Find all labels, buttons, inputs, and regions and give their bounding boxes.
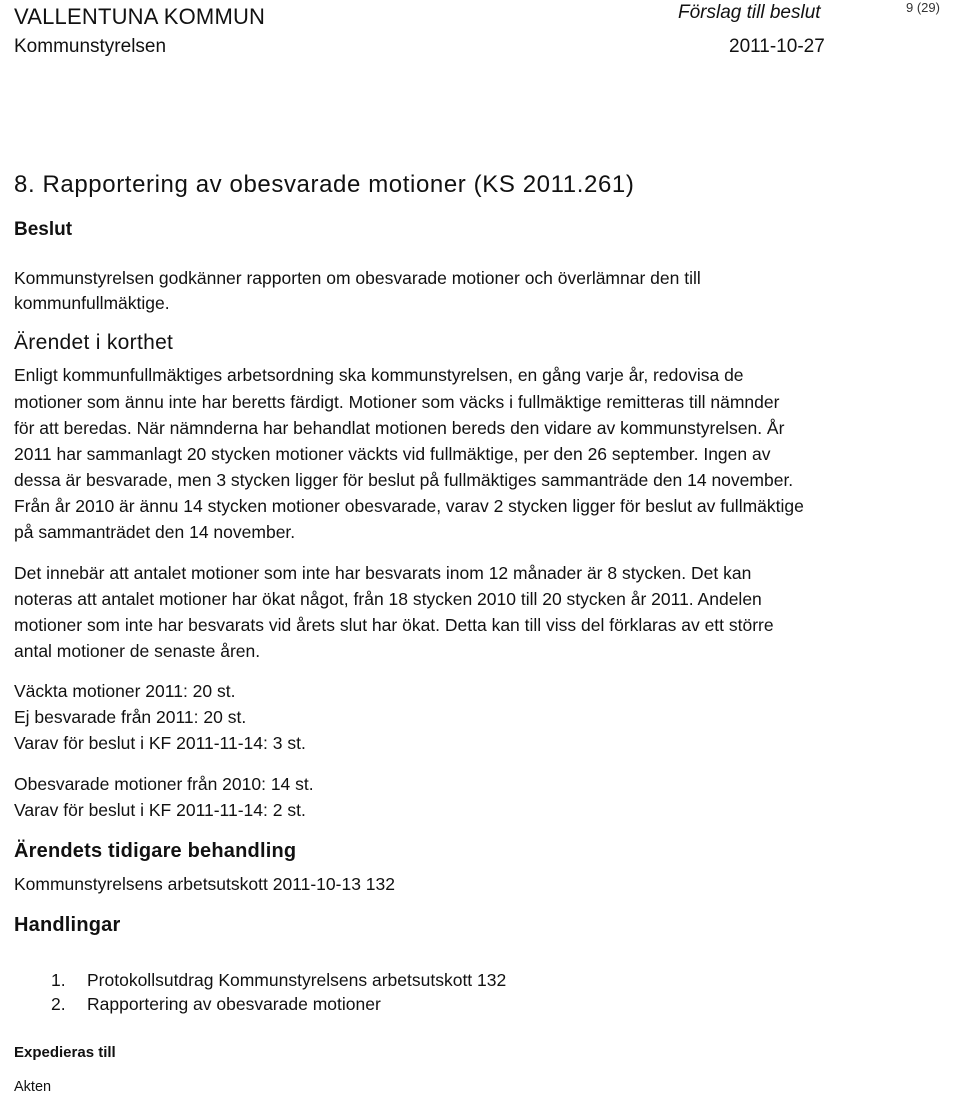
document-date: 2011-10-27 (729, 36, 825, 57)
summary-heading: Ärendet i korthet (14, 331, 174, 354)
stats-line: Varav för beslut i KF 2011-11-14: 2 st. (14, 800, 306, 820)
dispatch-recipient: Akten (14, 1079, 52, 1095)
stats-line: Obesvarade motioner från 2010: 14 st. (14, 774, 314, 794)
department-name: Kommunstyrelsen (14, 36, 167, 57)
document-status: Förslag till beslut (678, 2, 821, 23)
decision-line: Kommunstyrelsen godkänner rapporten om obesvarade motioner och överlämnar den till (14, 268, 701, 288)
summary-line: antal motioner de senaste åren. (14, 641, 261, 661)
item-title: 8. Rapportering av obesvarade motioner (KS 2011.261) (14, 171, 635, 198)
summary-line: för att beredas. När nämnderna har behandlat motionen bereds den vidare av kommunstyrelsen. År (14, 418, 785, 438)
history-text: Kommunstyrelsens arbetsutskott 2011-10-13 132 (14, 874, 395, 894)
summary-line: Enligt kommunfullmäktiges arbetsordning ska kommunstyrelsen, en gång varje år, redovisa de (14, 365, 744, 385)
summary-line: motioner som ännu inte har beretts färdigt. Motioner som väcks i fullmäktige remitteras till nämnder (14, 392, 780, 412)
summary-line: Det innebär att antalet motioner som inte har besvarats inom 12 månader är 8 stycken. Det kan (14, 563, 752, 583)
decision-heading: Beslut (14, 219, 73, 240)
organization-name: VALLENTUNA KOMMUN (14, 4, 266, 29)
documents-heading: Handlingar (14, 914, 121, 936)
page-number: 9 (29) (906, 0, 940, 15)
document-item-number: 2. (51, 994, 66, 1014)
document-item-number: 1. (51, 970, 66, 990)
document-item: Protokollsutdrag Kommunstyrelsens arbetsutskott 132 (87, 970, 507, 990)
stats-line: Ej besvarade från 2011: 20 st. (14, 707, 247, 727)
summary-line: motioner som inte har besvarats vid årets slut har ökat. Detta kan till viss del förklaras av ett större (14, 615, 774, 635)
dispatch-heading: Expedieras till (14, 1044, 116, 1061)
history-heading: Ärendets tidigare behandling (14, 840, 297, 862)
summary-line: 2011 har sammanlagt 20 stycken motioner väckts vid fullmäktige, per den 26 september. Ingen av (14, 444, 771, 464)
decision-line: kommunfullmäktige. (14, 293, 170, 313)
summary-line: Från år 2010 är ännu 14 stycken motioner obesvarade, varav 2 stycken ligger för beslut av fullmäktige (14, 496, 804, 516)
summary-line: på sammanträdet den 14 november. (14, 522, 296, 542)
stats-line: Väckta motioner 2011: 20 st. (14, 681, 236, 701)
document-item: Rapportering av obesvarade motioner (87, 994, 381, 1014)
stats-line: Varav för beslut i KF 2011-11-14: 3 st. (14, 733, 306, 753)
summary-line: dessa är besvarade, men 3 stycken ligger för beslut på fullmäktiges sammanträde den 14 november. (14, 470, 794, 490)
summary-line: noteras att antalet motioner har ökat något, från 18 stycken 2010 till 20 stycken år 2011. Andelen (14, 589, 762, 609)
